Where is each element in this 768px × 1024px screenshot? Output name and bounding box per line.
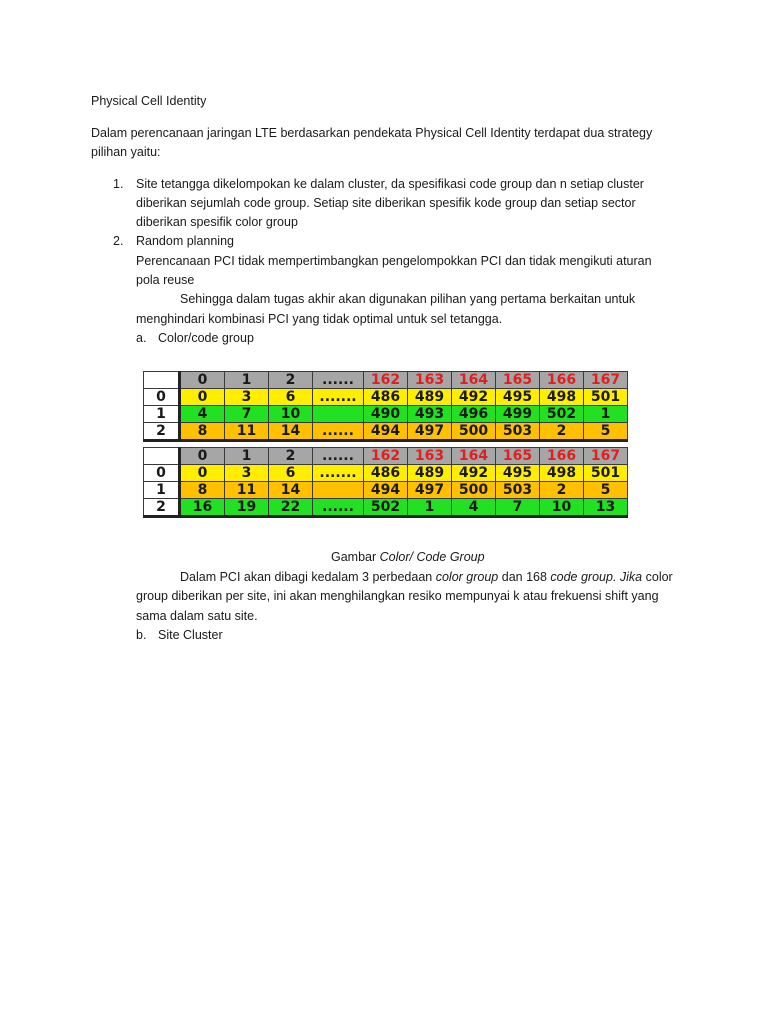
sub-b-text: Site Cluster [158,628,223,642]
table-1-cell: 11 [225,423,269,441]
table-1-cell: 10 [269,406,313,423]
para-line-1: Sehingga dalam tugas akhir akan digunakan pilihan yang pertama berkaitan untuk [180,292,636,306]
table-2-cell: 14 [269,482,313,499]
table-1-header-cell: 162 [364,372,408,389]
table-2-header-row [144,448,628,465]
table-2-header-cell: 163 [408,448,452,465]
para2-line-3: sama dalam satu site. [136,609,258,623]
item-2-line-1: Perencanaan PCI tidak mempertimbangkan pengelompokkan PCI dan tidak mengikuti aturan [136,254,652,268]
item-1-line-2: diberikan sejumlah code group. Setiap site diberikan spesifik kode group dan setiap sector [136,196,636,210]
table-2-header-cell: 1 [225,448,269,465]
table-1-row-0 [144,389,628,406]
item-1-line-3: diberikan spesifik color group [136,215,298,229]
table-1-cell: ...... [313,423,364,441]
table-2-row-label: 0 [144,465,180,482]
table-2-cell: 16 [180,499,225,517]
table-1-cell: 489 [408,389,452,406]
color-code-table-2 [143,447,628,518]
table-1-cell: 500 [452,423,496,441]
table-1-cell: 497 [408,423,452,441]
table-2-cell: 492 [452,465,496,482]
sub-a-text: Color/code group [158,331,254,345]
table-1-cell: 7 [225,406,269,423]
table-2-cell: 3 [225,465,269,482]
para2-text-d: code group. Jika [550,570,643,584]
table-1-cell: 4 [180,406,225,423]
sub-b-number: b. [136,628,147,642]
table-1-cell: 502 [540,406,584,423]
color-code-table-1 [143,371,628,442]
table-2-row-label: 1 [144,482,180,499]
table-2-header-cell: 165 [496,448,540,465]
table-1-header-cell: ...... [313,372,364,389]
table-2-cell [313,482,364,499]
caption-italic: Color/ Code Group [379,550,485,564]
table-2-cell: 6 [269,465,313,482]
table-2-header-cell: 2 [269,448,313,465]
table-1-header-cell: 2 [269,372,313,389]
table-2-cell: 500 [452,482,496,499]
table-2-cell: 0 [180,465,225,482]
table-2-row-2 [144,499,628,517]
table-1-cell: 5 [584,423,628,441]
caption-prefix: Gambar [331,550,380,564]
para2-text-c: dan 168 [498,570,551,584]
doc-title: Physical Cell Identity [91,94,207,108]
table-1-row-1 [144,406,628,423]
table-1-cell: 6 [269,389,313,406]
table-1-cell: 2 [540,423,584,441]
item-1-number: 1. [113,177,124,191]
table-1-cell: 496 [452,406,496,423]
table-1-header-row [144,372,628,389]
intro-line-2: pilihan yaitu: [91,145,161,159]
table-1-corner-cell [144,372,180,389]
table-2-cell: ....... [313,465,364,482]
table-2-header-cell: 164 [452,448,496,465]
table-2-cell: 10 [540,499,584,517]
para-line-2: menghindari kombinasi PCI yang tidak optimal untuk sel tetangga. [136,312,503,326]
table-2-cell: 7 [496,499,540,517]
table-2-cell: 495 [496,465,540,482]
intro-line-1: Dalam perencanaan jaringan LTE berdasarkan pendekata Physical Cell Identity terdapat dua strategy [91,126,653,140]
table-2-cell: 489 [408,465,452,482]
table-1-cell: 494 [364,423,408,441]
table-1-cell: 501 [584,389,628,406]
table-1-cell: 492 [452,389,496,406]
para2-text-b: color group [435,570,499,584]
table-2-cell: 13 [584,499,628,517]
table-2-cell: 498 [540,465,584,482]
table-2-cell: 497 [408,482,452,499]
figure-caption [331,548,485,566]
table-1-cell: 486 [364,389,408,406]
table-1-cell: 8 [180,423,225,441]
table-2-row-1 [144,482,628,499]
table-1-header-cell: 1 [225,372,269,389]
table-1-cell: 498 [540,389,584,406]
table-1-header-cell: 165 [496,372,540,389]
table-2-cell: 22 [269,499,313,517]
table-1-header-cell: 0 [180,372,225,389]
table-2-cell: 486 [364,465,408,482]
table-1-cell: 493 [408,406,452,423]
para2-text-a: Dalam PCI akan dibagi kedalam 3 perbedaan [180,570,436,584]
table-2-header-cell: 0 [180,448,225,465]
table-1-header-cell: 163 [408,372,452,389]
table-1-cell: 1 [584,406,628,423]
table-2-header-cell: 162 [364,448,408,465]
item-2-title: Random planning [136,234,234,248]
table-1-header-cell: 166 [540,372,584,389]
table-1-header-cell: 164 [452,372,496,389]
table-1-cell: ....... [313,389,364,406]
table-1-row-2 [144,423,628,441]
table-2-cell: 8 [180,482,225,499]
table-2-cell: 4 [452,499,496,517]
table-2-cell: 11 [225,482,269,499]
table-2-header-cell: 166 [540,448,584,465]
table-1-cell: 503 [496,423,540,441]
table-2-cell: 494 [364,482,408,499]
table-1-row-label: 2 [144,423,180,441]
item-2-line-2: pola reuse [136,273,195,287]
table-1-header-cell: 167 [584,372,628,389]
table-1-cell: 3 [225,389,269,406]
table-2-cell: ...... [313,499,364,517]
table-2-cell: 1 [408,499,452,517]
item-2-number: 2. [113,234,124,248]
table-2-header-cell: 167 [584,448,628,465]
table-1-cell: 14 [269,423,313,441]
table-2-row-label: 2 [144,499,180,517]
table-2-cell: 501 [584,465,628,482]
para2-text-e: color [642,570,673,584]
table-1-cell: 490 [364,406,408,423]
table-1-row-label: 1 [144,406,180,423]
table-1-cell: 499 [496,406,540,423]
table-2-cell: 5 [584,482,628,499]
para2-line-1 [180,568,673,586]
item-1-line-1: Site tetangga dikelompokan ke dalam cluster, da spesifikasi code group dan n setiap cluster [136,177,644,191]
table-1-cell: 0 [180,389,225,406]
table-2-cell: 502 [364,499,408,517]
table-2-cell: 2 [540,482,584,499]
table-2-header-cell: ...... [313,448,364,465]
table-2-cell: 503 [496,482,540,499]
table-2-row-0 [144,465,628,482]
table-2-corner-cell [144,448,180,465]
table-2-cell: 19 [225,499,269,517]
table-1-cell: 495 [496,389,540,406]
para2-line-2: group diberikan per site, ini akan menghilangkan resiko mempunyai k atau frekuensi shift yang [136,589,659,603]
sub-a-number: a. [136,331,147,345]
table-1-row-label: 0 [144,389,180,406]
table-1-cell [313,406,364,423]
